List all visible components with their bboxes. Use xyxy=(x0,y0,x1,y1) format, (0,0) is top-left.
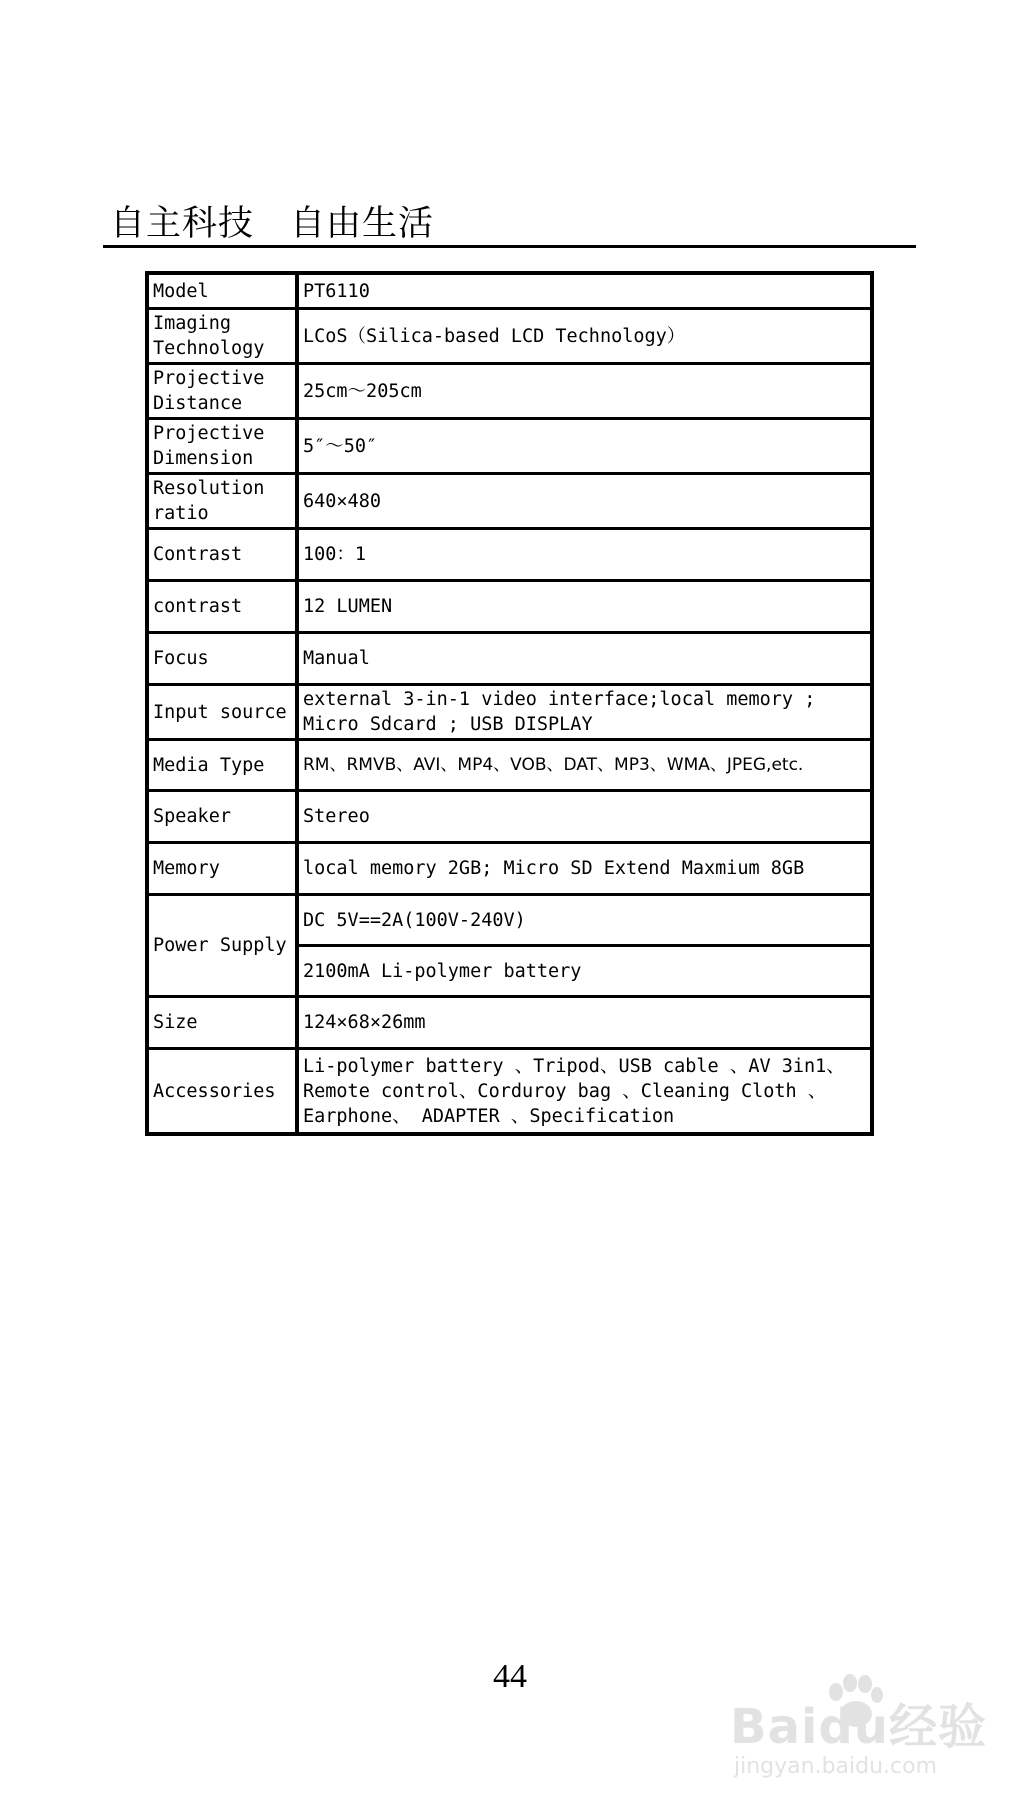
table-row xyxy=(147,843,872,895)
spec-value: 2100mA Li-polymer battery xyxy=(297,946,872,997)
page-number: 44 xyxy=(493,1658,527,1695)
table-row xyxy=(147,529,872,581)
table-row xyxy=(147,309,872,364)
spec-label: Focus xyxy=(147,633,297,685)
table-row xyxy=(147,633,872,685)
spec-value: 124×68×26mm xyxy=(297,997,872,1049)
spec-label: Size xyxy=(147,997,297,1049)
spec-value: Stereo xyxy=(297,791,872,843)
spec-value: Li-polymer battery 、Tripod、USB cable 、AV 3in1、 Remote control、Corduroy bag 、Cleaning Cloth 、Earphone、 ADAPTER 、Specification xyxy=(297,1049,872,1135)
spec-value: 640×480 xyxy=(297,474,872,529)
spec-label: Power Supply xyxy=(147,895,297,997)
table-row xyxy=(147,685,872,740)
baidu-watermark xyxy=(730,1680,987,1790)
header-divider xyxy=(103,245,916,248)
spec-value: DC 5V==2A(100V-240V) xyxy=(297,895,872,946)
spec-label: Projective Dimension xyxy=(147,419,297,474)
page-header-title: 自主科技 自由生活 xyxy=(110,204,435,244)
spec-value: 100：1 xyxy=(297,529,872,581)
spec-label: Memory xyxy=(147,843,297,895)
spec-label: Imaging Technology xyxy=(147,309,297,364)
table-row xyxy=(147,997,872,1049)
table-row xyxy=(147,581,872,633)
spec-label: Accessories xyxy=(147,1049,297,1135)
table-row xyxy=(147,740,872,791)
watermark-url: jingyan.baidu.com xyxy=(734,1754,938,1779)
spec-value: PT6110 xyxy=(297,273,872,309)
spec-value: local memory 2GB; Micro SD Extend Maxmium 8GB xyxy=(297,843,872,895)
spec-label: Speaker xyxy=(147,791,297,843)
spec-label: Input source xyxy=(147,685,297,740)
spec-value: RM、RMVB、AVI、MP4、VOB、DAT、MP3、WMA、JPEG,etc. xyxy=(297,740,872,791)
table-row xyxy=(147,1049,872,1135)
spec-value: LCoS（Silica-based LCD Technology） xyxy=(297,309,872,364)
spec-label: Resolution ratio xyxy=(147,474,297,529)
spec-value: 12 LUMEN xyxy=(297,581,872,633)
spec-label: Model xyxy=(147,273,297,309)
table-row xyxy=(147,273,872,309)
table-row xyxy=(147,419,872,474)
spec-label: Projective Distance xyxy=(147,364,297,419)
table-row xyxy=(147,364,872,419)
spec-label: contrast xyxy=(147,581,297,633)
watermark-brand: Baidu经验 xyxy=(730,1699,987,1755)
spec-value: 5″～50″ xyxy=(297,419,872,474)
table-row xyxy=(147,791,872,843)
table-row xyxy=(147,474,872,529)
spec-label: Contrast xyxy=(147,529,297,581)
spec-value: 25cm～205cm xyxy=(297,364,872,419)
spec-label: Media Type xyxy=(147,740,297,791)
spec-value: Manual xyxy=(297,633,872,685)
spec-value: external 3-in-1 video interface;local memory ; Micro Sdcard ; USB DISPLAY xyxy=(297,685,872,740)
spec-table xyxy=(145,271,874,1136)
table-row xyxy=(147,895,872,946)
